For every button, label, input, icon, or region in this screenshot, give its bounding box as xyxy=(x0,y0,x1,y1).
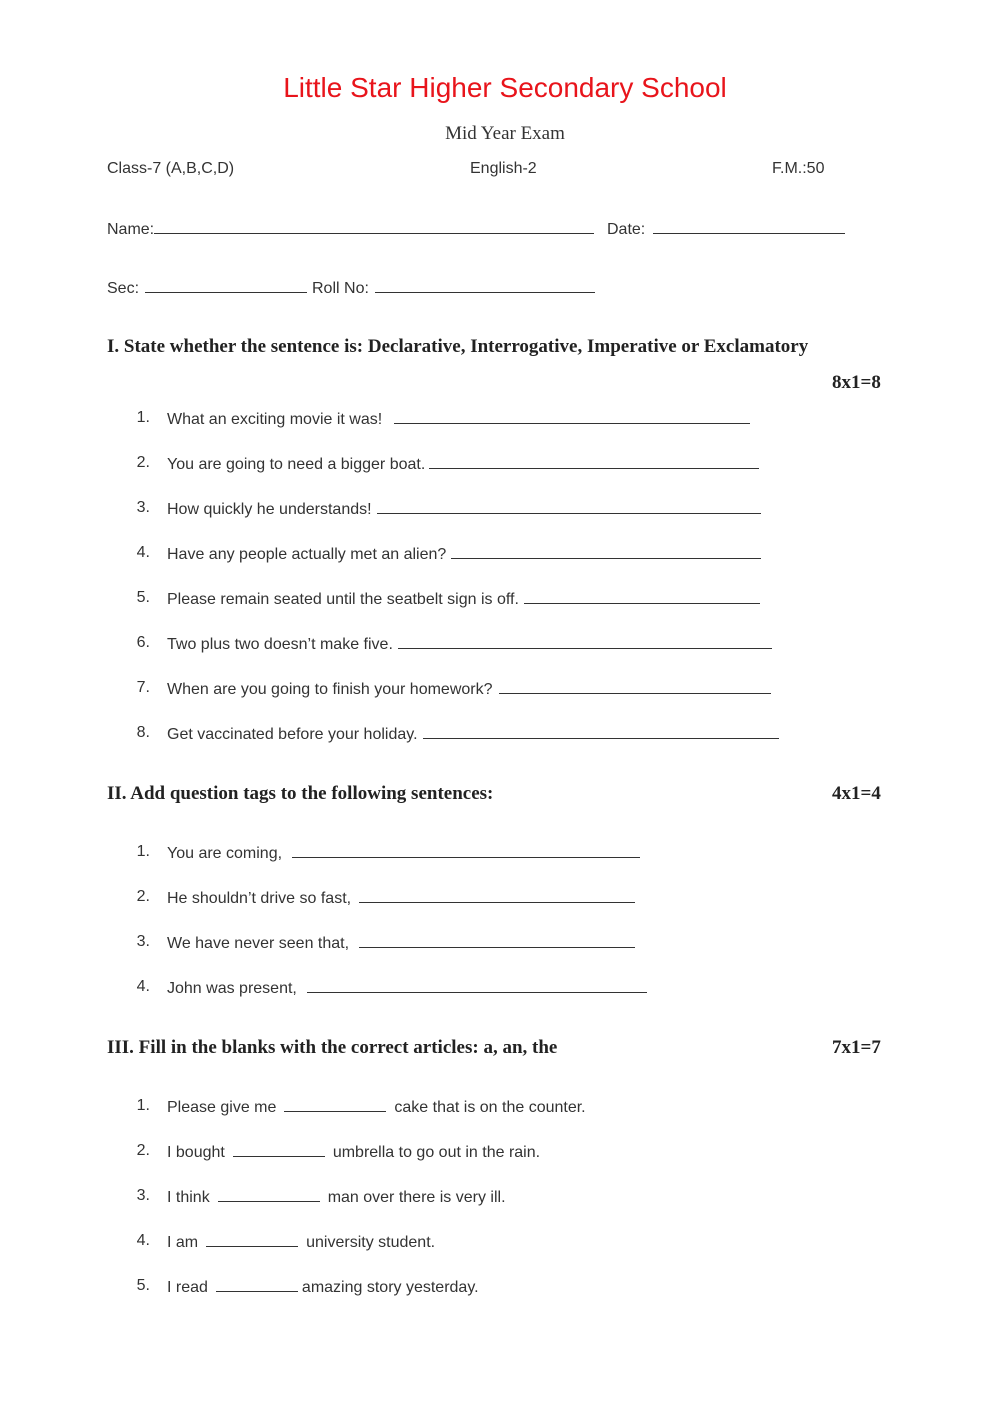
item-number: 2. xyxy=(136,454,150,471)
date-label: Date: xyxy=(607,221,646,238)
answer-blank[interactable] xyxy=(307,978,647,993)
answer-blank[interactable] xyxy=(377,499,761,514)
answer-blank[interactable] xyxy=(451,544,761,559)
item-number: 1. xyxy=(136,843,150,860)
class-label: Class-7 (A,B,C,D) xyxy=(107,160,235,177)
section1-marks: 8x1=8 xyxy=(832,372,881,393)
sec-label: Sec: xyxy=(107,280,140,297)
question-item: John was present, xyxy=(167,978,647,998)
section3-marks: 7x1=7 xyxy=(832,1037,881,1058)
item-number: 2. xyxy=(136,888,150,905)
item-number: 7. xyxy=(136,679,150,696)
item-number: 3. xyxy=(136,1187,150,1204)
item-number: 4. xyxy=(136,978,150,995)
name-label: Name: xyxy=(107,221,155,238)
question-item: When are you going to finish your homework? xyxy=(167,679,771,699)
date-blank[interactable] xyxy=(653,219,845,234)
question-item: He shouldn’t drive so fast, xyxy=(167,888,635,908)
answer-blank[interactable] xyxy=(398,634,772,649)
item-number: 3. xyxy=(136,499,150,516)
answer-blank[interactable] xyxy=(423,724,779,739)
question-item: You are coming, xyxy=(167,843,640,863)
answer-blank[interactable] xyxy=(233,1142,325,1157)
answer-blank[interactable] xyxy=(499,679,771,694)
subject-label: English-2 xyxy=(470,160,537,177)
name-field[interactable] xyxy=(107,219,594,239)
question-item: You are going to need a bigger boat. xyxy=(167,454,759,474)
item-number: 4. xyxy=(136,1232,150,1249)
question-item: Get vaccinated before your holiday. xyxy=(167,724,779,744)
item-number: 5. xyxy=(136,589,150,606)
question-item: Please give me cake that is on the counter. xyxy=(167,1099,586,1116)
question-item: We have never seen that, xyxy=(167,933,635,953)
answer-blank[interactable] xyxy=(359,888,635,903)
answer-blank[interactable] xyxy=(206,1232,298,1247)
section2-title: II. Add question tags to the following sentences: xyxy=(107,783,494,804)
answer-blank[interactable] xyxy=(359,933,635,948)
name-blank[interactable] xyxy=(154,219,594,234)
section2-marks: 4x1=4 xyxy=(832,783,881,804)
item-number: 4. xyxy=(136,544,150,561)
question-item: Two plus two doesn’t make five. xyxy=(167,634,772,654)
answer-blank[interactable] xyxy=(292,843,640,858)
question-item: I bought umbrella to go out in the rain. xyxy=(167,1144,541,1161)
section3-title: III. Fill in the blanks with the correct articles: a, an, the xyxy=(107,1037,558,1058)
roll-blank[interactable] xyxy=(375,278,595,293)
sec-field[interactable] xyxy=(107,278,307,298)
question-item: How quickly he understands! xyxy=(167,499,761,519)
sec-blank[interactable] xyxy=(145,278,307,293)
item-number: 5. xyxy=(136,1277,150,1294)
answer-blank[interactable] xyxy=(429,454,759,469)
answer-blank[interactable] xyxy=(284,1097,386,1112)
item-number: 8. xyxy=(136,724,150,741)
question-item: I think man over there is very ill. xyxy=(167,1189,506,1206)
answer-blank[interactable] xyxy=(394,409,750,424)
item-number: 1. xyxy=(136,1097,150,1114)
answer-blank[interactable] xyxy=(216,1277,298,1292)
date-field[interactable] xyxy=(607,219,845,239)
full-marks: F.M.:50 xyxy=(772,160,825,177)
answer-blank[interactable] xyxy=(524,589,760,604)
answer-blank[interactable] xyxy=(218,1187,320,1202)
item-number: 1. xyxy=(136,409,150,426)
question-item: Please remain seated until the seatbelt sign is off. xyxy=(167,589,760,609)
roll-field[interactable] xyxy=(312,278,595,298)
question-item: What an exciting movie it was! xyxy=(167,409,750,429)
roll-label: Roll No: xyxy=(312,280,369,297)
section1-title: I. State whether the sentence is: Declarative, Interrogative, Imperative or Exclamatory xyxy=(107,336,809,357)
item-number: 6. xyxy=(136,634,150,651)
question-item: I read amazing story yesterday. xyxy=(167,1279,479,1296)
school-name: Little Star Higher Secondary School xyxy=(283,72,727,103)
exam-title: Mid Year Exam xyxy=(445,123,565,144)
item-number: 2. xyxy=(136,1142,150,1159)
question-item: I am university student. xyxy=(167,1234,436,1251)
question-item: Have any people actually met an alien? xyxy=(167,544,761,564)
item-number: 3. xyxy=(136,933,150,950)
